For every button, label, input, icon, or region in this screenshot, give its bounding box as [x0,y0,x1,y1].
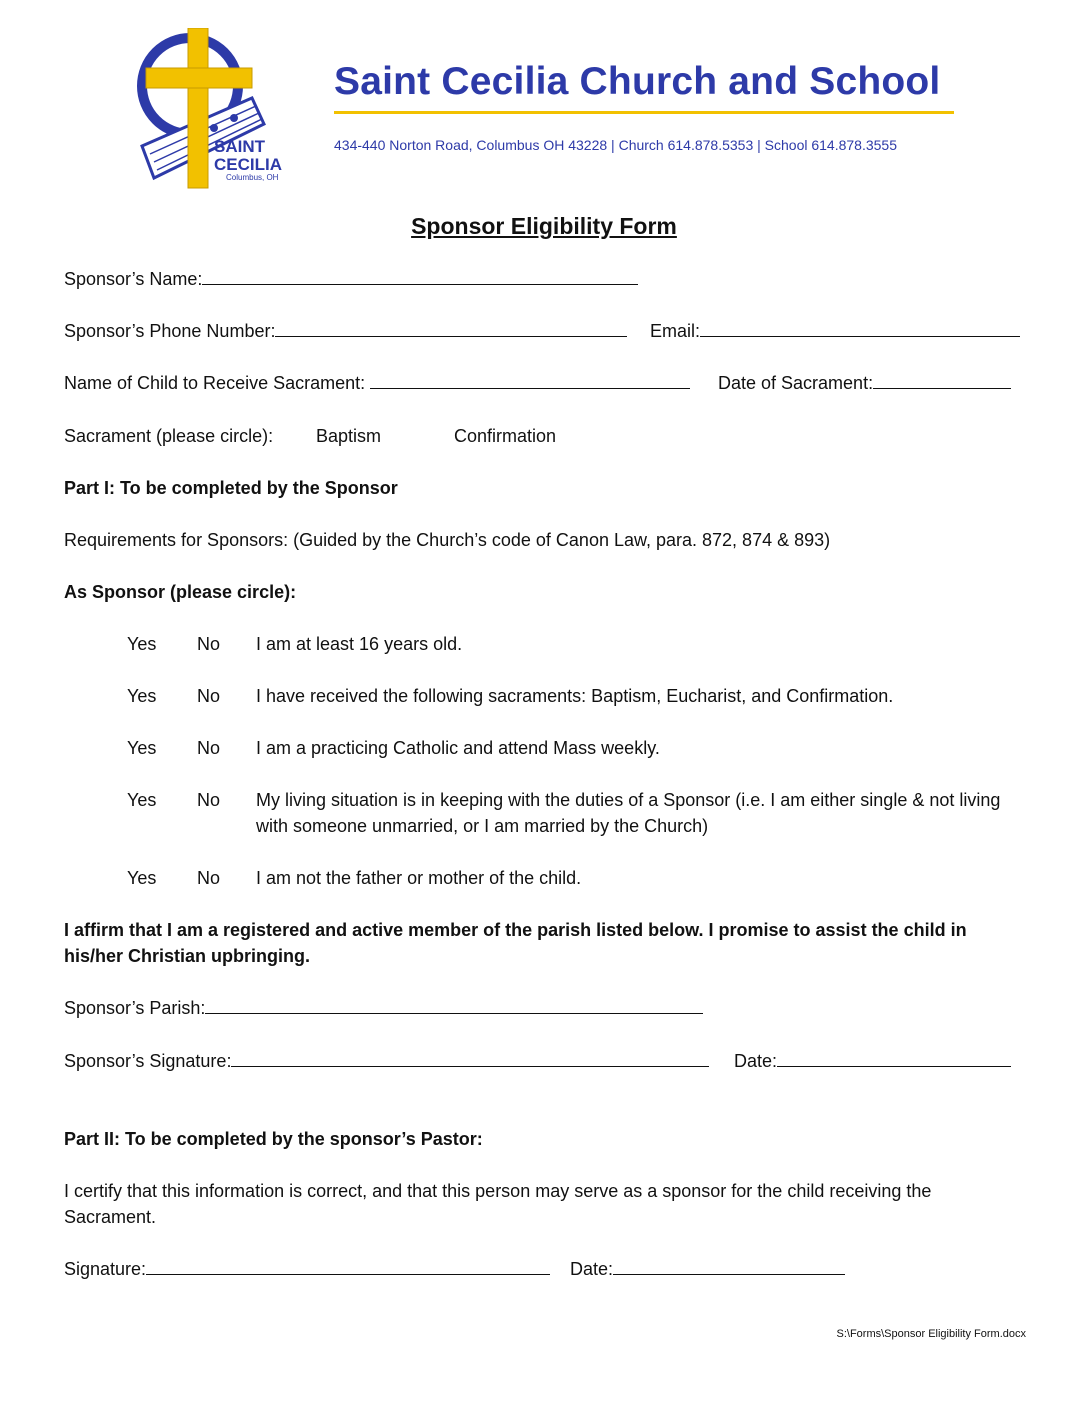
pastor-signature-label: Signature: [64,1259,147,1279]
requirement-3-yes[interactable]: Yes [127,738,157,758]
email-row [650,320,1020,342]
requirement-5-yes[interactable]: Yes [127,868,157,888]
sponsor-signature-label: Sponsor’s Signature: [64,1051,232,1071]
pastor-certification-text: I certify that this information is correct, and that this person may serve as a sponsor for the child receiving the Sacrament. [64,1181,932,1227]
sponsor-parish-row [64,997,703,1019]
logo-text-city: Columbus, OH [226,173,279,182]
child-name-field[interactable] [370,372,690,389]
header-address: 434-440 Norton Road, Columbus OH 43228 | Church 614.878.5353 | School 614.878.3555 [334,137,897,153]
sacrament-option-confirmation[interactable]: Confirmation [454,426,557,446]
sponsor-parish-label: Sponsor’s Parish: [64,998,206,1018]
sacrament-date-label: Date of Sacrament: [718,373,874,393]
part2-heading: Part II: To be completed by the sponsor’s Pastor: [64,1129,483,1149]
part1-heading: Part I: To be completed by the Sponsor [64,478,398,498]
sponsor-date-field[interactable] [777,1050,1011,1067]
sacrament-date-row [718,372,1011,394]
header-divider [334,111,954,114]
requirement-4-no[interactable]: No [197,790,221,810]
sponsor-phone-row [64,320,627,342]
form-title: Sponsor Eligibility Form [411,213,677,239]
church-name: Saint Cecilia Church and School [334,60,941,103]
requirement-3-text: I am a practicing Catholic and attend Mass weekly. [256,738,660,758]
sponsor-signature-row [64,1050,709,1072]
requirement-4-yes[interactable]: Yes [127,790,157,810]
sacrament-date-field[interactable] [873,372,1011,389]
pastor-signature-row [64,1258,550,1280]
requirement-3-no[interactable]: No [197,738,221,758]
sacrament-label: Sacrament (please circle): [64,426,274,446]
requirement-1-no[interactable]: No [197,634,221,654]
sponsor-name-field[interactable] [202,268,638,285]
requirement-2-text: I have received the following sacraments: Baptism, Eucharist, and Confirmation. [256,686,894,706]
sponsor-name-label: Sponsor’s Name: [64,269,203,289]
sponsor-phone-label: Sponsor’s Phone Number: [64,321,276,341]
requirement-5-text: I am not the father or mother of the child. [256,868,582,888]
requirements-intro: Requirements for Sponsors: (Guided by the Church’s code of Canon Law, para. 872, 874 & 893) [64,530,831,550]
logo-text-cecilia: CECILIA [214,155,282,174]
requirement-2-yes[interactable]: Yes [127,686,157,706]
requirement-1-text: I am at least 16 years old. [256,634,463,654]
sponsor-date-row [734,1050,1011,1072]
child-name-label: Name of Child to Receive Sacrament: [64,373,366,393]
sponsor-parish-field[interactable] [205,997,703,1014]
requirement-4-text: My living situation is in keeping with the duties of a Sponsor (i.e. I am either single & not living with someone unmarried, or I am married by the Church) [256,790,1001,836]
sponsor-date-label: Date: [734,1051,778,1071]
affirmation-text: I affirm that I am a registered and active member of the parish listed below. I promise to assist the child in his/her Christian upbringing. [64,920,967,966]
email-field[interactable] [700,320,1020,337]
requirement-1-yes[interactable]: Yes [127,634,157,654]
requirement-2-no[interactable]: No [197,686,221,706]
pastor-signature-field[interactable] [146,1258,550,1275]
child-name-row [64,372,690,394]
church-logo [132,28,292,200]
requirement-5-no[interactable]: No [197,868,221,888]
logo-text-saint: SAINT [214,137,265,156]
pastor-date-label: Date: [570,1259,614,1279]
sponsor-signature-field[interactable] [231,1050,709,1067]
sponsor-phone-field[interactable] [275,320,627,337]
pastor-date-field[interactable] [613,1258,845,1275]
sponsor-name-row [64,268,638,290]
sacrament-option-baptism[interactable]: Baptism [316,426,382,446]
pastor-date-row [570,1258,845,1280]
as-sponsor-heading: As Sponsor (please circle): [64,582,297,602]
email-label: Email: [650,321,701,341]
footer-file-path: S:\Forms\Sponsor Eligibility Form.docx [836,1328,1026,1340]
